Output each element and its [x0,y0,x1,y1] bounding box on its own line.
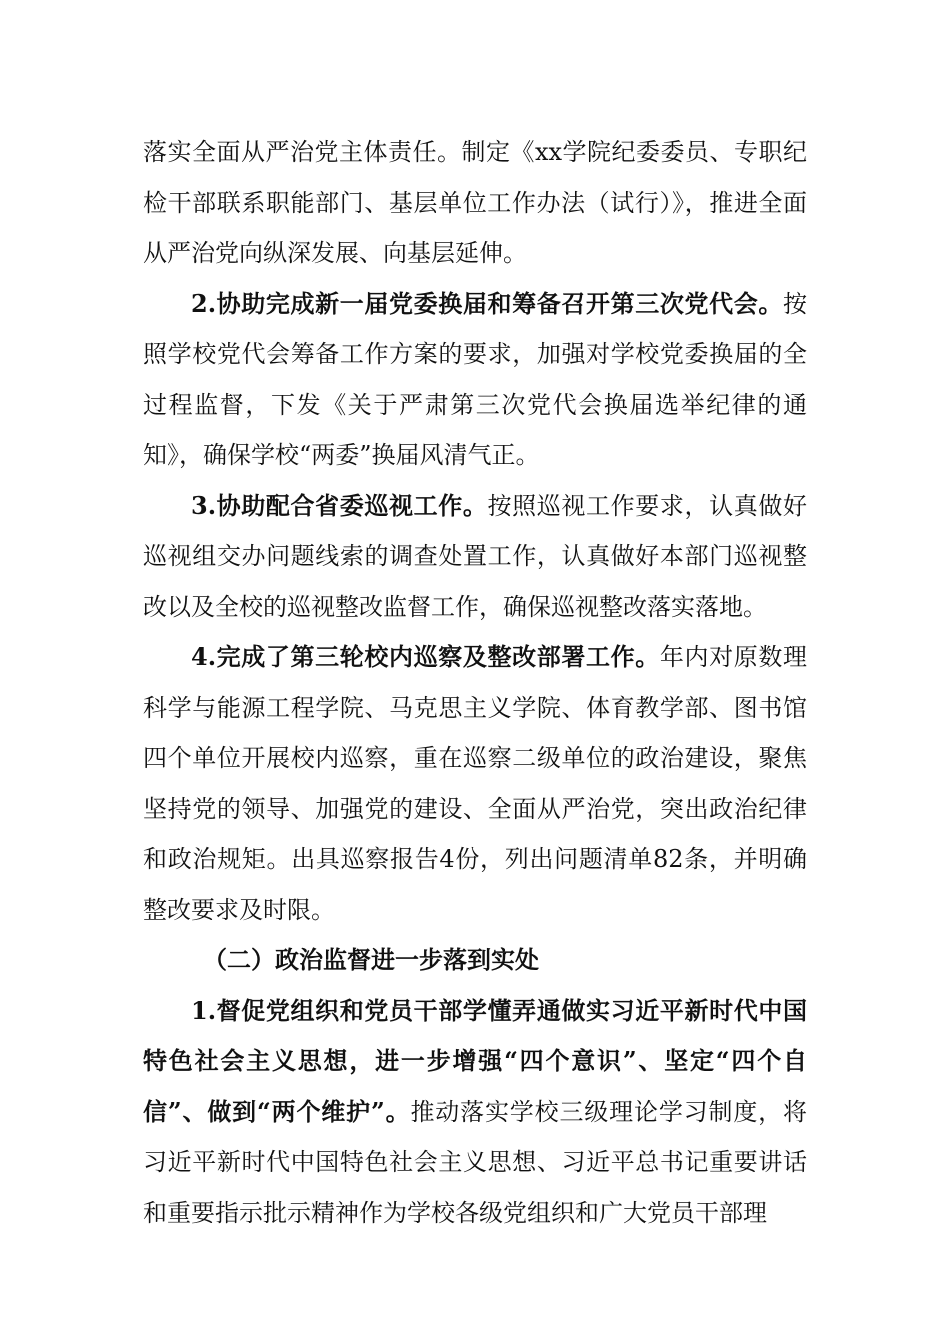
section-paragraph-1 [143,986,807,1239]
paragraph-lead: 1.督促党组织和党员干部学懂弄通做实习近平新时代中国特色社会主义思想，进一步增强“四个意识”、坚定“四个自信”、做到“两个维护”。 [143,995,807,1126]
paragraph-body: 落实全面从严治党主体责任。制定《xx学院纪委委员、专职纪检干部联系职能部门、基层单位工作办法（试行）》，推进全面从严治党向纵深发展、向基层延伸。 [143,138,807,267]
paragraph-item-3 [143,481,807,633]
paragraph-body: 按照学校党代会筹备工作方案的要求，加强对学校党委换届的全过程监督，下发《关于严肃第三次党代会换届选举纪律的通知》，确保学校“两委”换届风清气正。 [143,289,807,469]
paragraph-lead: 4.完成了第三轮校内巡察及整改部署工作。 [191,642,660,671]
paragraph-item-4 [143,632,807,935]
paragraph-lead: 3.协助配合省委巡视工作。 [191,490,488,520]
paragraph-item-2 [143,279,807,481]
paragraph-body: 年内对原数理科学与能源工程学院、马克思主义学院、体育教学部、图书馆四个单位开展校内巡察，重在巡察二级单位的政治建设，聚焦坚持党的领导、加强党的建设、全面从严治党，突出政治纪律和政治规矩。出具巡察报告4份，列出问题清单82条，并明确整改要求及时限。 [143,643,808,924]
paragraph-lead: 2.协助完成新一届党委换届和筹备召开第三次党代会。 [191,288,783,318]
paragraph-continuation [143,127,807,279]
paragraph-body: 按照巡视工作要求，认真做好巡视组交办问题线索的调查处置工作，认真做好本部门巡视整改以及全校的巡视整改监督工作，确保巡视整改落实落地。 [143,491,807,621]
document-body [143,127,807,1238]
section-heading: （二）政治监督进一步落到实处 [203,945,539,974]
paragraph-body: 推动落实学校三级理论学习制度，将习近平新时代中国特色社会主义思想、习近平总书记重要讲话和重要指示批示精神作为学校各级党组织和广大党员干部理 [143,1097,807,1227]
